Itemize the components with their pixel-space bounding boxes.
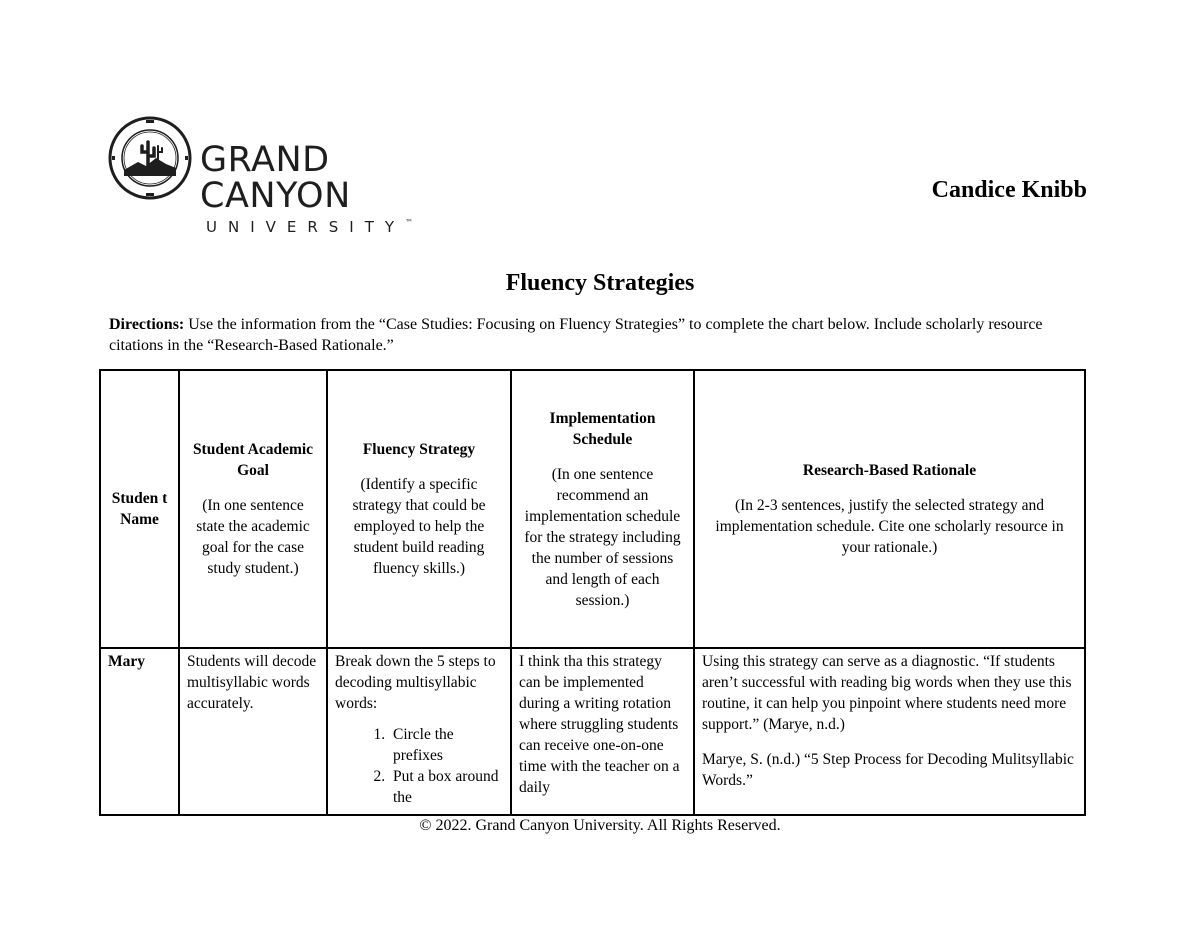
cell-student-name xyxy=(100,648,179,815)
header-title: Research-Based Rationale xyxy=(802,462,977,479)
strategy-steps-list xyxy=(335,724,503,808)
header-research-rationale xyxy=(694,370,1085,648)
cell-fluency-strategy xyxy=(327,648,511,815)
header-title: Fluency Strategy xyxy=(362,441,476,458)
page-title: Fluency Strategies xyxy=(505,270,695,296)
header-note: (In 2-3 sentences, justify the selected strategy and implementation schedule. Cite one scholarly resource in your rationale.) xyxy=(715,497,1064,556)
copyright-footer: © 2022. Grand Canyon University. All Rights Reserved. xyxy=(419,817,781,834)
header-implementation-schedule xyxy=(511,370,694,648)
strategy-intro: Break down the 5 steps to decoding multisyllabic words: xyxy=(335,653,496,712)
schedule-text: I think tha this strategy can be implemented during a writing rotation where struggling students can receive one-on-one time with the teacher on a daily xyxy=(519,653,680,796)
cell-implementation-schedule xyxy=(511,648,694,815)
header-note: (Identify a specific strategy that could be employed to help the student build reading fluency skills.) xyxy=(352,476,486,577)
cell-research-rationale xyxy=(694,648,1085,815)
list-item: 2. Put a box around the xyxy=(389,766,503,808)
author-name: Candice Knibb xyxy=(931,177,1087,203)
academic-goal-text: Students will decode multisyllabic words accurately. xyxy=(187,653,317,712)
table-header-row xyxy=(100,370,1085,648)
header-title: Studen t Name xyxy=(111,490,168,528)
university-seal-icon xyxy=(108,116,192,200)
rationale-paragraph: Using this strategy can serve as a diagnostic. “If students aren’t successful with reading big words when they use this routine, it can help you pinpoint where students need more support.” (Marye, n.d.) xyxy=(702,653,1072,733)
header-academic-goal xyxy=(179,370,327,648)
directions xyxy=(109,314,1069,356)
citation-paragraph: Marye, S. (n.d.) “5 Step Process for Decoding Mulitsyllabic Words.” xyxy=(702,751,1074,789)
header-note: (In one sentence recommend an implementation schedule for the strategy including the number of sessions and length of each session.) xyxy=(524,465,681,609)
list-item: 1. Circle the prefixes xyxy=(389,724,503,766)
directions-text: Use the information from the “Case Studies: Focusing on Fluency Strategies” to complete the chart below. Include scholarly resource citations in the “Research-Based Rationale.” xyxy=(109,316,1043,354)
gcu-logo xyxy=(108,116,488,236)
fluency-strategies-table xyxy=(99,369,1086,816)
header-title: Student Academic Goal xyxy=(192,441,314,479)
header-note: (In one sentence state the academic goal for the case study student.) xyxy=(196,497,310,577)
wordmark-line1: GRAND CANYON xyxy=(200,140,351,216)
table-row xyxy=(100,648,1085,815)
wordmark-line2: UNIVERSITY™ xyxy=(206,218,414,236)
header-title: Implementation Schedule xyxy=(549,409,656,448)
cell-academic-goal xyxy=(179,648,327,815)
header-student-name xyxy=(100,370,179,648)
student-name: Mary xyxy=(108,653,146,670)
directions-label: Directions: xyxy=(109,316,185,333)
header-fluency-strategy xyxy=(327,370,511,648)
university-wordmark xyxy=(200,142,488,236)
